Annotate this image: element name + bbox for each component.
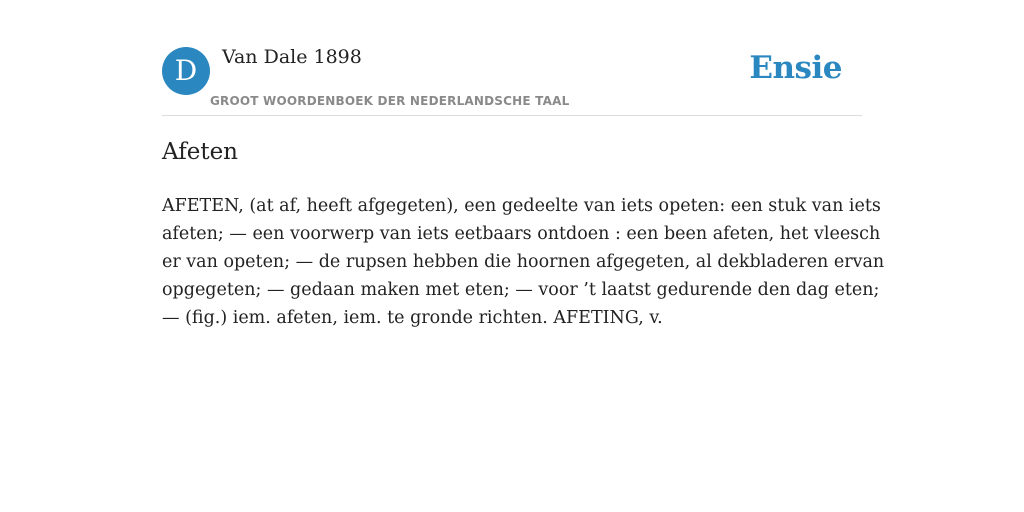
source-avatar[interactable]: D	[162, 47, 210, 95]
definition-line: opgegeten; — gedaan maken met eten; — voor ’t laatst gedurende den dag eten;	[162, 280, 880, 300]
definition-line: AFETEN, (at af, heeft afgegeten), een gedeelte van iets opeten: een stuk van iets	[162, 196, 881, 216]
definition-line: er van opeten; — de rupsen hebben die hoornen afgegeten, al dekbladeren ervan	[162, 252, 885, 272]
source-subtitle: GROOT WOORDENBOEK DER NEDERLANDSCHE TAAL	[210, 94, 570, 108]
entry-definition	[162, 192, 885, 332]
entry-headword: Afeten	[162, 139, 238, 165]
source-header	[162, 0, 862, 116]
ensie-logo[interactable]: Ensie	[749, 50, 842, 86]
definition-line: afeten; — een voorwerp van iets eetbaars ontdoen : een been afeten, het vleesch	[162, 224, 881, 244]
definition-line: — (fig.) iem. afeten, iem. te gronde richten. AFETING, v.	[162, 308, 663, 328]
source-title[interactable]: Van Dale 1898	[222, 46, 362, 68]
dictionary-card	[162, 0, 885, 328]
